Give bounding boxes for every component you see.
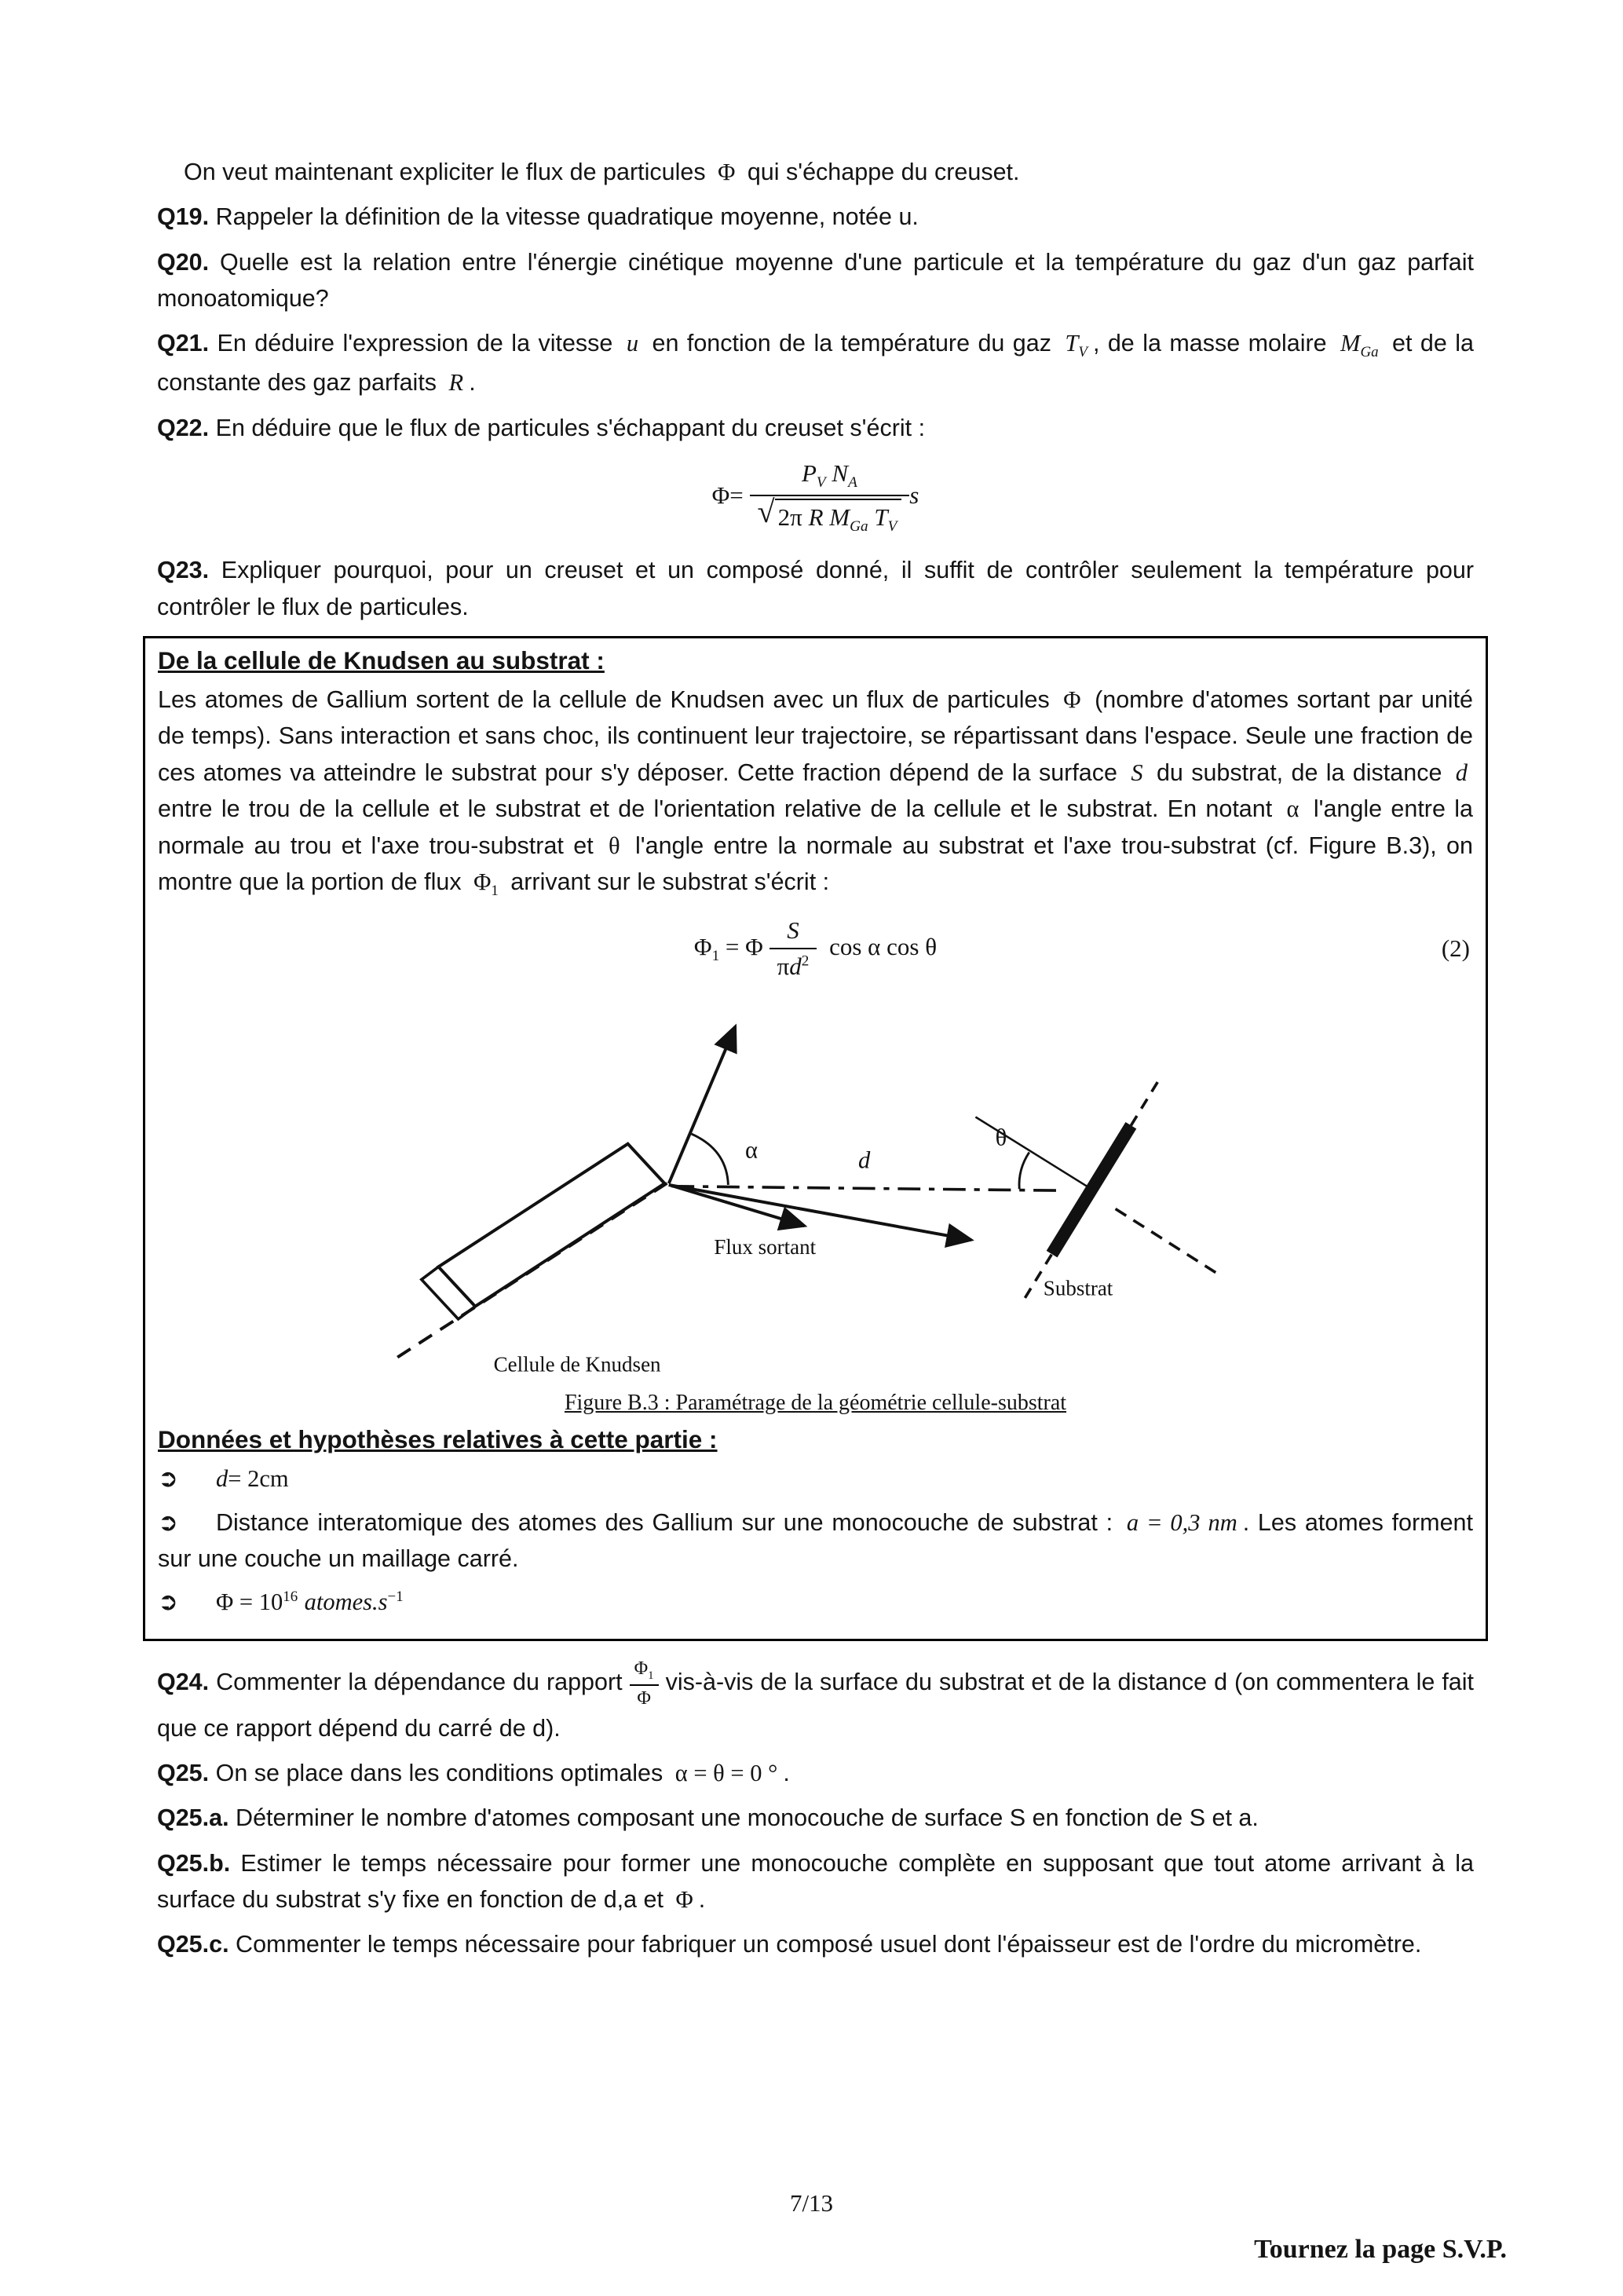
math-M: M — [1340, 330, 1361, 357]
equals-sign: = — [725, 932, 740, 960]
bullet-text: = 2cm — [228, 1465, 289, 1493]
question-text: Commenter le temps nécessaire pour fabriquer un composé usuel dont l'épaisseur est de l'ordre du micromètre. — [236, 1931, 1422, 1958]
question-text: . — [469, 369, 476, 397]
math-phi-value: Φ = 10 — [216, 1589, 283, 1616]
question-q22 — [157, 410, 1474, 446]
question-text: en fonction de la température du gaz — [652, 330, 1051, 357]
question-text: . — [698, 1886, 706, 1914]
theta-label: θ — [995, 1124, 1007, 1151]
math-T: T — [1065, 330, 1079, 357]
question-text: . — [783, 1759, 790, 1786]
equation-2 — [158, 916, 1473, 983]
box-title: De la cellule de Knudsen au substrat : — [158, 646, 605, 675]
phi-symbol: Φ — [718, 159, 736, 185]
box-text: l'angle entre la normale au trou et l'axe trou-substrat et — [158, 795, 1473, 859]
trig-terms: cos α cos θ — [829, 932, 938, 960]
math-sub: V — [816, 474, 826, 492]
bullet-distance — [158, 1461, 1473, 1497]
theta-symbol: θ — [609, 832, 620, 859]
question-label: Q25.a. — [157, 1804, 229, 1832]
question-text: En déduire l'expression de la vitesse — [217, 330, 613, 357]
cell-axis-line — [397, 1183, 669, 1358]
question-text: Estimer le temps nécessaire pour former une monocouche complète en supposant que tout atome arrivant à la surface du substrat s'y fixe en fonction de d,a et — [157, 1849, 1474, 1914]
data-hypotheses-title: Données et hypothèses relatives à cette partie : — [158, 1425, 718, 1454]
math-d: d — [789, 952, 802, 981]
box-text: arrivant sur le substrat s'écrit : — [510, 868, 830, 895]
question-q25b — [157, 1845, 1474, 1918]
phi-symbol: Φ — [1063, 686, 1081, 714]
math-S: S — [1131, 759, 1143, 786]
substrate-bar — [1051, 1126, 1131, 1255]
math-a: a = 0,3 nm — [1126, 1508, 1237, 1536]
box-text: l'angle entre la normale au substrat et l'axe trou-substrat (cf. Figure B.3), on montre que la portion de flux — [158, 832, 1473, 895]
question-label: Q24. — [157, 1669, 210, 1695]
question-text: , de la masse molaire — [1092, 330, 1327, 357]
question-label: Q20. — [157, 248, 210, 276]
bullet-text: Distance interatomique des atomes des Gallium sur une monocouche de substrat : — [216, 1508, 1113, 1536]
question-text: Déterminer le nombre d'atomes composant une monocouche de surface S en fonction de S et a. — [236, 1804, 1259, 1832]
phi1-symbol: Φ — [693, 932, 712, 960]
flux-arrow-2 — [668, 1185, 971, 1240]
question-label: Q19. — [157, 203, 210, 231]
question-text: Rappeler la définition de la vitesse quadratique moyenne, notée u. — [215, 203, 919, 231]
math-exp: 2 — [801, 953, 810, 971]
math-sub: Ga — [1360, 344, 1379, 361]
question-label: Q23. — [157, 557, 210, 584]
transmitted-dashed-line — [1115, 1209, 1219, 1276]
bullet-text: . Les atomes forment sur une couche un maillage carré. — [158, 1508, 1473, 1572]
math-2pi: 2π — [777, 503, 802, 532]
math-T: T — [874, 503, 888, 532]
alpha-symbol: α — [1286, 795, 1299, 823]
inline-fraction — [630, 1657, 659, 1709]
box-text: entre le trou de la cellule et le substrat et de l'orientation relative de la cellule et le substrat. En notant — [158, 795, 1273, 823]
substrat-label: Substrat — [1043, 1276, 1113, 1300]
question-text: On se place dans les conditions optimales — [215, 1759, 663, 1786]
question-label: Q21. — [157, 330, 210, 357]
knudsen-cell-shape — [438, 1144, 664, 1307]
flux-sortant-label: Flux sortant — [713, 1235, 816, 1260]
math-s: s — [909, 481, 919, 509]
turn-page-note: Tournez la page S.V.P. — [1254, 2235, 1507, 2264]
math-angles: α = θ = 0 ° — [674, 1759, 778, 1786]
phi-symbol: Φ — [637, 1687, 651, 1709]
math-RM: R M — [808, 503, 850, 532]
distance-axis-line — [671, 1186, 1056, 1190]
intro-text-end: qui s'échappe du creuset. — [747, 159, 1020, 185]
math-phi: Φ — [711, 481, 730, 509]
question-text: Expliquer pourquoi, pour un creuset et un composé donné, il suffit de contrôler seulement la température pour contrôler le flux de particules. — [157, 557, 1474, 620]
math-P: P — [801, 459, 817, 487]
math-exp: 16 — [283, 1589, 298, 1606]
phi-symbol: Φ — [745, 932, 763, 960]
knudsen-box — [143, 636, 1488, 1641]
math-sub: 1 — [648, 1669, 654, 1683]
math-sub: V — [887, 518, 897, 536]
math-unit: atomes.s — [304, 1589, 388, 1616]
question-q25c — [157, 1926, 1474, 1962]
question-text: Quelle est la relation entre l'énergie cinétique moyenne d'une particule et la température du gaz d'un gaz parfait monoatomique? — [157, 248, 1474, 313]
pi-symbol: π — [777, 952, 790, 981]
box-text: du substrat, de la distance — [1156, 759, 1442, 786]
page-number: 7/13 — [789, 2189, 834, 2217]
bullet-interatomic — [158, 1504, 1473, 1578]
question-q19 — [157, 199, 1474, 235]
radical-sign: √ — [757, 494, 775, 530]
arrow-bullet-icon: ➲ — [158, 1464, 178, 1493]
question-q23 — [157, 552, 1474, 625]
question-q21 — [157, 325, 1474, 400]
fraction — [769, 916, 817, 983]
phi-symbol: Φ — [675, 1886, 693, 1914]
theta-arc — [1019, 1153, 1029, 1190]
math-sub: 1 — [711, 947, 720, 964]
bullet-flux — [158, 1584, 1473, 1621]
question-q25 — [157, 1755, 1474, 1791]
math-sub: V — [1078, 344, 1087, 361]
math-exp: −1 — [387, 1589, 404, 1606]
figure-b3-diagram — [392, 998, 1240, 1384]
math-R: R — [448, 369, 464, 397]
question-text: En déduire que le flux de particules s'échappant du creuset s'écrit : — [215, 414, 926, 441]
math-sub: Ga — [850, 518, 868, 536]
figure-b3 — [158, 998, 1473, 1391]
question-label: Q25. — [157, 1759, 210, 1786]
alpha-arc — [691, 1134, 728, 1185]
substrate-normal-line — [975, 1117, 1091, 1190]
intro-paragraph — [157, 154, 1474, 190]
math-S: S — [787, 916, 799, 944]
equals-sign: = — [729, 481, 744, 509]
question-q24 — [157, 1657, 1474, 1746]
cell-label: Cellule de Knudsen — [493, 1352, 661, 1377]
box-text: (nombre d'atomes sortant par unité de temps). Sans interaction et sans choc, ils continuent leur trajectoire, se répartissant dans l'espace. Seule une fraction de ces atomes va atteindre le substrat pour s'y déposer. Cette fraction dépend de la surface — [158, 686, 1474, 786]
arrow-bullet-icon: ➲ — [158, 1508, 178, 1536]
fraction — [750, 459, 910, 536]
square-root — [757, 494, 902, 536]
math-u: u — [626, 330, 639, 357]
box-text: Les atomes de Gallium sortent de la cellule de Knudsen avec un flux de particules — [158, 686, 1050, 714]
question-label: Q25.c. — [157, 1931, 229, 1958]
figure-caption-text: Figure B.3 : Paramétrage de la géométrie cellule-substrat — [564, 1391, 1067, 1416]
arrow-bullet-icon: ➲ — [158, 1588, 178, 1616]
question-q25a — [157, 1800, 1474, 1836]
alpha-label: α — [744, 1136, 758, 1164]
d-label: d — [857, 1146, 870, 1174]
question-label: Q25.b. — [157, 1849, 231, 1877]
math-d: d — [1455, 759, 1468, 786]
equation-number: (2) — [1441, 934, 1470, 963]
intro-text: On veut maintenant expliciter le flux de particules — [184, 159, 706, 185]
math-d: d — [216, 1465, 228, 1493]
question-label: Q22. — [157, 414, 210, 441]
math-sub: 1 — [491, 883, 499, 899]
substrate-extension-top — [1131, 1082, 1157, 1126]
box-paragraph — [158, 682, 1473, 903]
figure-caption — [158, 1391, 1473, 1416]
equation-flux — [157, 459, 1474, 536]
math-sub: A — [848, 474, 857, 492]
question-text: vis-à-vis de la surface du substrat et de la distance d (on commentera le fait que ce rapport dépend du carré de d). — [157, 1669, 1475, 1742]
question-q20 — [157, 244, 1474, 317]
question-text: et de la constante des gaz parfaits — [157, 330, 1474, 397]
question-text: Commenter la dépendance du rapport — [216, 1669, 623, 1695]
normal-arrow — [668, 1027, 735, 1184]
math-N: N — [832, 459, 849, 487]
phi1-symbol: Φ — [634, 1658, 649, 1680]
phi1-symbol: Φ — [473, 868, 492, 895]
